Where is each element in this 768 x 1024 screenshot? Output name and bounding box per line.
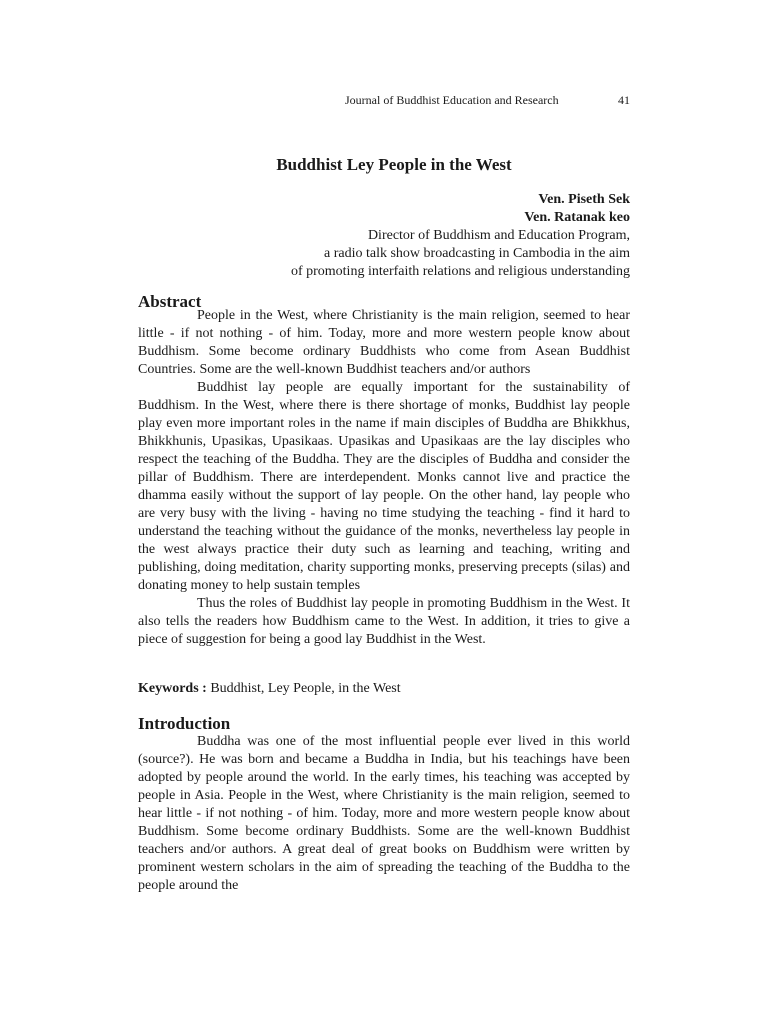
affiliation-line: of promoting interfaith relations and religious understanding (290, 264, 630, 279)
keywords-value: Buddhist, Ley People, in the West (206, 681, 401, 696)
running-header (345, 93, 630, 108)
abstract-paragraph: Buddhist lay people are equally important for the sustainability of Buddhism. In the West, where there is there shortage of monks, Buddhist lay people play even more important roles in the name if main disciples of Buddha are Bhikkhus, Bhikkhunis, Upasikas, Upasikaas. Upasikas and Upasikaas are the lay disciples who respect the teaching of the Buddha. They are the disciples of Buddha and consider the pillar of Buddhism. There are interdependent. Monks cannot live and practice the dhamma easily without the support of lay people. On the other hand, lay people who are very busy with the living - having no time studying the teaching - find it hard to understand the teaching without the guidance of the monks, nevertheless lay people in the west always practice their duty such as learning and teaching, writing and publishing, doing meditation, charity supporting monks, preserving precepts (silas) and donating money to help sustain temples (138, 380, 630, 593)
author-name: Ven. Ratanak keo (524, 210, 630, 225)
article-title: Buddhist Ley People in the West (276, 155, 512, 174)
affiliation-line: a radio talk show broadcasting in Cambodia in the aim (324, 246, 630, 261)
journal-name: Journal of Buddhist Education and Research (345, 93, 559, 107)
introduction-heading: Introduction (138, 714, 231, 733)
abstract-paragraph: People in the West, where Christianity is the main religion, seemed to hear little - if not nothing - of him. Today, more and more western people know about Buddhism. Some become ordinary Buddhists who come from Asean Buddhist Countries. Some are the well-known Buddhist teachers and/or authors (138, 308, 630, 377)
author-name: Ven. Piseth Sek (538, 192, 630, 207)
keywords-line (138, 681, 401, 697)
introduction-body (138, 733, 630, 895)
abstract-body (138, 307, 630, 649)
keywords-label: Keywords : (138, 681, 207, 696)
introduction-paragraph: Buddha was one of the most influential people ever lived in this world (source?). He was born and became a Buddha in India, but his teachings have been adopted by people around the world. In the early times, his teaching was accepted by people in Asia. People in the West, where Christianity is the main religion, seemed to hear little - if not nothing - of him. Today, more and more western people know about Buddhism. Some become ordinary Buddhists. Some are the well-known Buddhist teachers and/or authors. A great deal of great books on Buddhism were written by prominent western scholars in the aim of spreading the teaching of the Buddha to the people around the (138, 734, 630, 893)
affiliation-line: Director of Buddhism and Education Program, (367, 228, 630, 243)
abstract-paragraph: Thus the roles of Buddhist lay people in promoting Buddhism in the West. It also tells the readers how Buddhism came to the West. In addition, it tries to give a piece of suggestion for being a good lay Buddhist in the West. (138, 596, 630, 647)
abstract-heading: Abstract (138, 292, 202, 311)
author-block (291, 191, 630, 281)
page-number: 41 (618, 93, 630, 107)
